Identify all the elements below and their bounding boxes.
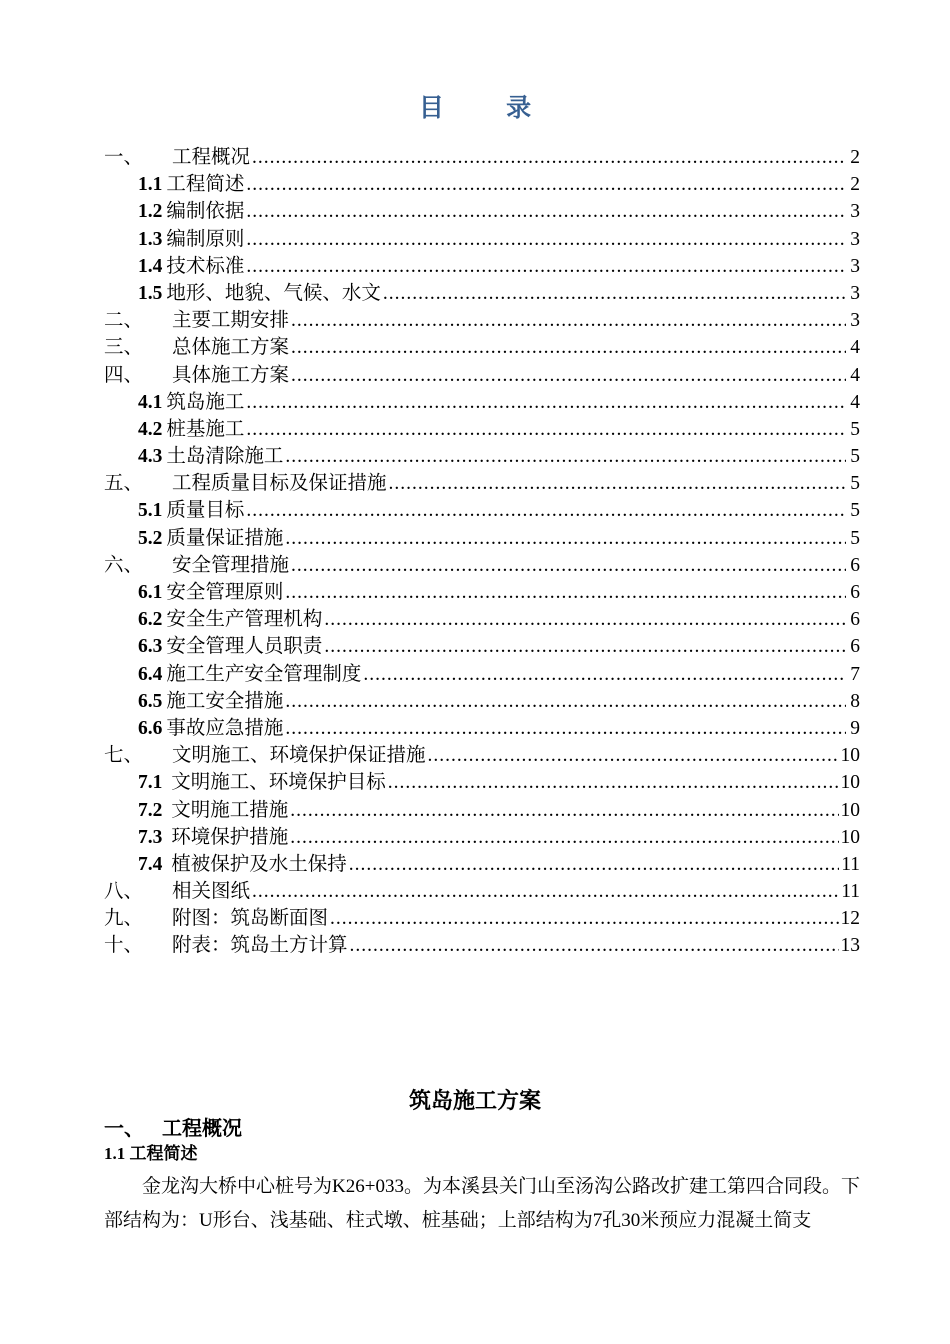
toc-entry-page: 4 (850, 391, 860, 413)
toc-entry-page: 3 (850, 228, 860, 250)
toc-entry[interactable] (104, 742, 860, 769)
toc-entry-number: 4.2 (138, 418, 163, 440)
toc-entry[interactable] (104, 416, 860, 443)
toc-entry-page: 5 (850, 446, 860, 468)
toc-entry-number: 6.5 (138, 690, 163, 712)
toc-entry-page: 8 (850, 690, 860, 712)
toc-dot-leader (291, 307, 846, 334)
toc-dot-leader (324, 606, 846, 633)
toc-entry-number: 6.4 (138, 663, 163, 685)
toc-entry-number: 三、 (104, 337, 144, 359)
toc-entry[interactable] (104, 633, 860, 660)
toc-entry-label: 工程质量目标及保证措施 (172, 473, 387, 495)
toc-entry-page: 10 (840, 826, 860, 848)
section-heading (104, 1112, 242, 1141)
toc-entry-page: 10 (840, 772, 860, 794)
body-paragraph: 金龙沟大桥中心桩号为K26+033。为本溪县关门山至汤沟公路改扩建工第四合同段。下部结构为：U形台、浅基础、柱式墩、桩基础；上部结构为7孔30米预应力混凝土简支 (104, 1176, 860, 1231)
toc-entry-number: 1.2 (138, 201, 163, 223)
toc-entry-page: 3 (850, 282, 860, 304)
toc-entry-page: 6 (850, 582, 860, 603)
toc-entry-number: 1.1 (138, 174, 163, 196)
toc-entry-number: 二、 (104, 310, 144, 332)
toc-entry-number: 6.1 (138, 582, 163, 603)
toc-entry-label: 安全管理措施 (172, 554, 290, 576)
toc-entry[interactable] (104, 715, 860, 742)
toc-entry-label: 环境保护措施 (166, 826, 289, 848)
toc-entry[interactable] (104, 171, 860, 198)
toc-entry-label: 文明施工、环境保护保证措施 (172, 745, 426, 767)
toc-entry-label: 桩基施工 (166, 418, 245, 440)
toc-entry-number: 5.1 (138, 500, 163, 522)
toc-entry-label: 土岛清除施工 (166, 446, 284, 468)
toc-entry-number: 六、 (104, 554, 144, 576)
toc-entry-number: 7.3 (138, 826, 163, 848)
toc-dot-leader (349, 851, 839, 878)
toc-entry-page: 7 (850, 663, 860, 685)
toc-entry-number: 一、 (104, 147, 144, 168)
toc-entry[interactable] (104, 579, 860, 606)
toc-entry[interactable] (104, 525, 860, 552)
toc-dot-leader (383, 280, 846, 307)
toc-entry[interactable] (104, 307, 860, 334)
toc-entry-label: 附表：筑岛土方计算 (172, 935, 348, 957)
toc-entry-page: 3 (850, 310, 860, 332)
toc-dot-leader (290, 797, 838, 824)
toc-entry-page: 10 (840, 799, 860, 821)
toc-dot-leader (388, 769, 839, 796)
toc-title: 目 录 (418, 95, 560, 122)
toc-entry-number: 1.4 (138, 255, 163, 277)
toc-entry-number: 十、 (104, 935, 144, 957)
toc-entry-page: 3 (850, 201, 860, 223)
toc-entry[interactable] (104, 606, 860, 633)
toc-entry[interactable] (104, 878, 860, 905)
toc-entry-label: 总体施工方案 (172, 337, 290, 359)
toc-dot-leader (389, 470, 846, 497)
toc-entry-page: 5 (850, 473, 860, 495)
toc-dot-leader (252, 144, 846, 171)
toc-entry[interactable] (104, 497, 860, 524)
toc-entry-page: 11 (841, 853, 860, 875)
toc-entry-page: 6 (850, 636, 860, 658)
toc-entry[interactable] (104, 334, 860, 361)
toc-dot-leader (350, 932, 839, 959)
toc-dot-leader (285, 443, 846, 470)
toc-entry[interactable] (104, 661, 860, 688)
toc-entry-page: 4 (850, 337, 860, 359)
toc-entry[interactable] (104, 905, 860, 932)
toc-entry-label: 安全管理人员职责 (166, 636, 323, 658)
toc-entry[interactable] (104, 389, 860, 416)
toc-entry-label: 地形、地貌、气候、水文 (166, 282, 381, 304)
toc-entry[interactable] (104, 470, 860, 497)
toc-dot-leader (252, 878, 839, 905)
toc-dot-leader (291, 552, 846, 579)
toc-entry-label: 施工安全措施 (166, 690, 284, 712)
toc-entry-number: 6.2 (138, 609, 163, 631)
toc-entry-number: 6.6 (138, 717, 163, 739)
toc-entry-label: 施工生产安全管理制度 (166, 663, 362, 685)
toc-entry-page: 2 (850, 174, 860, 196)
toc-entry-number: 五、 (104, 473, 144, 495)
toc-entry-page: 4 (850, 364, 860, 386)
toc-entry-label: 安全管理原则 (166, 582, 284, 603)
toc-entry[interactable] (104, 226, 860, 253)
toc-entry-number: 7.2 (138, 799, 163, 821)
toc-entry-number: 九、 (104, 908, 144, 930)
toc-entry-label: 具体施工方案 (172, 364, 290, 386)
toc-entry[interactable] (104, 851, 860, 878)
toc-dot-leader (246, 253, 846, 280)
toc-entry-number: 6.3 (138, 636, 163, 658)
toc-dot-leader (363, 661, 846, 688)
toc-entry-label: 质量保证措施 (166, 527, 284, 549)
toc-entry-label: 质量目标 (166, 500, 245, 522)
toc-entry-page: 5 (850, 527, 860, 549)
toc-entry[interactable] (104, 932, 860, 959)
toc-entry-number: 八、 (104, 881, 144, 903)
toc-dot-leader (246, 226, 846, 253)
toc-entry[interactable] (104, 280, 860, 307)
toc-entry-number: 四、 (104, 364, 144, 386)
toc-entry-number: 4.3 (138, 446, 163, 468)
toc-dot-leader (246, 416, 846, 443)
toc-entry-label: 安全生产管理机构 (166, 609, 323, 631)
toc-entry-label: 附图：筑岛断面图 (172, 908, 329, 930)
toc-entry-label: 工程概况 (172, 147, 251, 168)
toc-entry-page: 12 (840, 908, 860, 930)
toc-entry-number: 5.2 (138, 527, 163, 549)
toc-entry[interactable] (104, 688, 860, 715)
toc-entry[interactable] (104, 253, 860, 280)
toc-entry-page: 3 (850, 255, 860, 277)
toc-entry-page: 10 (840, 745, 860, 767)
toc-dot-leader (285, 579, 846, 606)
toc-entry-number: 7.1 (138, 772, 163, 794)
toc-dot-leader (291, 362, 846, 389)
toc-entry-label: 植被保护及水土保持 (166, 853, 347, 875)
toc-entry-label: 筑岛施工 (166, 391, 245, 413)
toc-entry-label: 工程简述 (166, 174, 245, 196)
toc-entry-number: 7.4 (138, 853, 163, 875)
toc-dot-leader (290, 824, 838, 851)
toc-dot-leader (246, 171, 846, 198)
toc-entry-page: 6 (850, 554, 860, 576)
toc-entry[interactable] (104, 362, 860, 389)
toc-entry[interactable] (104, 443, 860, 470)
toc-entry-label: 编制依据 (166, 201, 245, 223)
toc-entry[interactable] (104, 797, 860, 824)
toc-dot-leader (291, 334, 846, 361)
subsection-heading: 1.1 工程简述 (104, 1144, 198, 1163)
toc-dot-leader (285, 688, 846, 715)
toc-entry-number: 1.5 (138, 282, 163, 304)
toc-entry-number: 1.3 (138, 228, 163, 250)
toc-entry-page: 6 (850, 609, 860, 631)
toc-dot-leader (246, 389, 846, 416)
toc-entry-page: 9 (850, 717, 860, 739)
toc-entry[interactable] (104, 824, 860, 851)
toc-dot-leader (246, 497, 846, 524)
toc-dot-leader (285, 715, 846, 742)
toc-entry-label: 主要工期安排 (172, 310, 290, 332)
toc-entry[interactable] (104, 769, 860, 796)
toc-entry-page: 13 (840, 935, 860, 957)
toc-entry-page: 5 (850, 500, 860, 522)
toc-entry-number: 七、 (104, 745, 144, 767)
toc-entry-page: 11 (841, 881, 860, 903)
toc-entry[interactable] (104, 144, 860, 171)
section-title: 工程概况 (162, 1118, 242, 1140)
toc-dot-leader (246, 198, 846, 225)
toc-entry-label: 技术标准 (166, 255, 245, 277)
document-title: 筑岛施工方案 (408, 1088, 541, 1113)
toc-entry-page: 5 (850, 418, 860, 440)
toc-entry[interactable] (104, 198, 860, 225)
toc-dot-leader (285, 525, 846, 552)
table-of-contents (104, 144, 860, 960)
toc-entry-label: 事故应急措施 (166, 717, 284, 739)
toc-entry-page: 2 (850, 147, 860, 168)
toc-entry-number: 4.1 (138, 391, 163, 413)
toc-entry-label: 文明施工措施 (166, 799, 289, 821)
section-number: 一、 (104, 1118, 144, 1140)
toc-entry-label: 编制原则 (166, 228, 245, 250)
toc-dot-leader (428, 742, 839, 769)
toc-entry[interactable] (104, 552, 860, 579)
toc-entry-label: 文明施工、环境保护目标 (166, 772, 386, 794)
toc-dot-leader (324, 633, 846, 660)
toc-dot-leader (330, 905, 838, 932)
toc-entry-label: 相关图纸 (172, 881, 251, 903)
